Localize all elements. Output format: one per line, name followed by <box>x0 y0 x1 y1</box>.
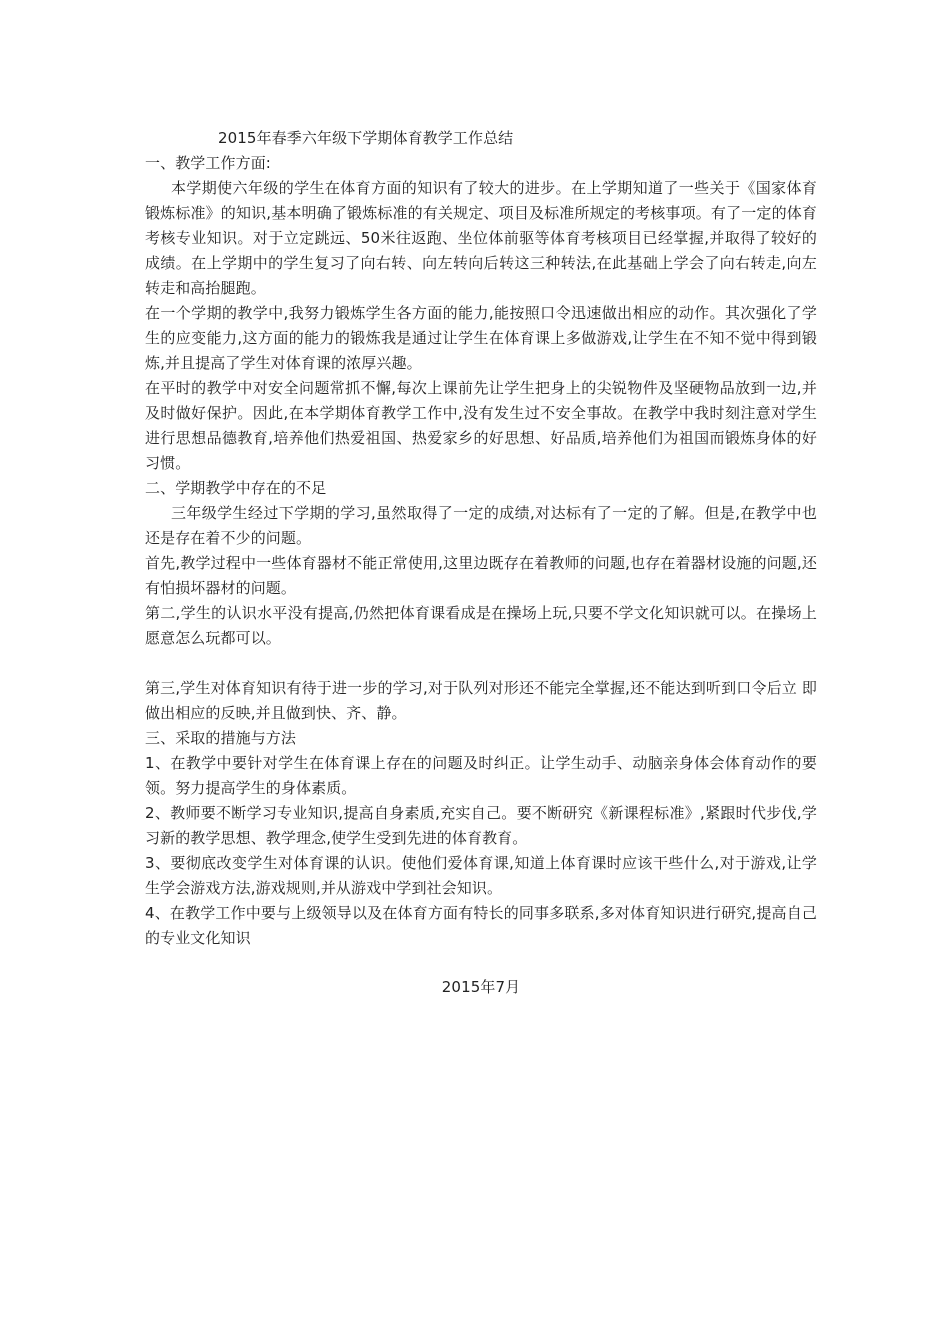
paragraph: 第三,学生对体育知识有待于进一步的学习,对于队列对形还不能完全掌握,还不能达到听到口令后立 即做出相应的反映,并且做到快、齐、静。 <box>145 679 817 722</box>
section-heading-shortcomings: 二、学期教学中存在的不足 <box>145 479 327 497</box>
section-heading-measures: 三、采取的措施与方法 <box>145 729 297 747</box>
document-date: 2015年7月 <box>441 978 521 996</box>
list-item: 1、在教学中要针对学生在体育课上存在的问题及时纠正。让学生动手、动脑亲身体会体育动作的要领。努力提高学生的身体素质。 <box>145 754 817 797</box>
list-item: 2、教师要不断学习专业知识,提高自身素质,充实自己。要不断研究《新课程标准》,紧跟时代步伐,学习新的教学思想、教学理念,使学生受到先进的体育教育。 <box>145 804 817 847</box>
paragraph: 三年级学生经过下学期的学习,虽然取得了一定的成绩,对达标有了一定的了解。但是,在教学中也还是存在着不少的问题。 <box>145 504 817 547</box>
paragraph: 第二,学生的认识水平没有提高,仍然把体育课看成是在操场上玩,只要不学文化知识就可以。在操场上愿意怎么玩都可以。 <box>145 604 817 647</box>
blank-line <box>145 651 817 676</box>
paragraph: 首先,教学过程中一些体育器材不能正常使用,这里边既存在着教师的问题,也存在着器材设施的问题,还有怕损坏器材的问题。 <box>145 554 817 597</box>
list-item: 3、要彻底改变学生对体育课的认识。使他们爱体育课,知道上体育课时应该干些什么,对于游戏,让学生学会游戏方法,游戏规则,并从游戏中学到社会知识。 <box>145 854 817 897</box>
paragraph: 在一个学期的教学中,我努力锻炼学生各方面的能力,能按照口令迅速做出相应的动作。其次强化了学生的应变能力,这方面的能力的锻炼我是通过让学生在体育课上多做游戏,让学生在不知不觉中得到锻炼,并且提高了学生对体育课的浓厚兴趣。 <box>145 304 817 372</box>
list-item: 4、在教学工作中要与上级领导以及在体育方面有特长的同事多联系,多对体育知识进行研究,提高自己的专业文化知识 <box>145 904 817 947</box>
section-heading-teaching-work: 一、教学工作方面: <box>145 154 271 172</box>
document-body <box>145 125 817 1000</box>
document-title: 2015年春季六年级下学期体育教学工作总结 <box>218 129 514 147</box>
paragraph: 本学期使六年级的学生在体育方面的知识有了较大的进步。在上学期知道了一些关于《国家体育锻炼标准》的知识,基本明确了锻炼标准的有关规定、项目及标准所规定的考核事项。有了一定的体育考核专业知识。对于立定跳远、50米往返跑、坐位体前驱等体育考核项目已经掌握,并取得了较好的成绩。在上学期中的学生复习了向右转、向左转向后转这三种转法,在此基础上学会了向右转走,向左转走和高抬腿跑。 <box>145 179 817 297</box>
paragraph: 在平时的教学中对安全问题常抓不懈,每次上课前先让学生把身上的尖锐物件及坚硬物品放到一边,并及时做好保护。因此,在本学期体育教学工作中,没有发生过不安全事故。在教学中我时刻注意对学生进行思想品德教育,培养他们热爱祖国、热爱家乡的好思想、好品质,培养他们为祖国而锻炼身体的好习惯。 <box>145 379 817 472</box>
